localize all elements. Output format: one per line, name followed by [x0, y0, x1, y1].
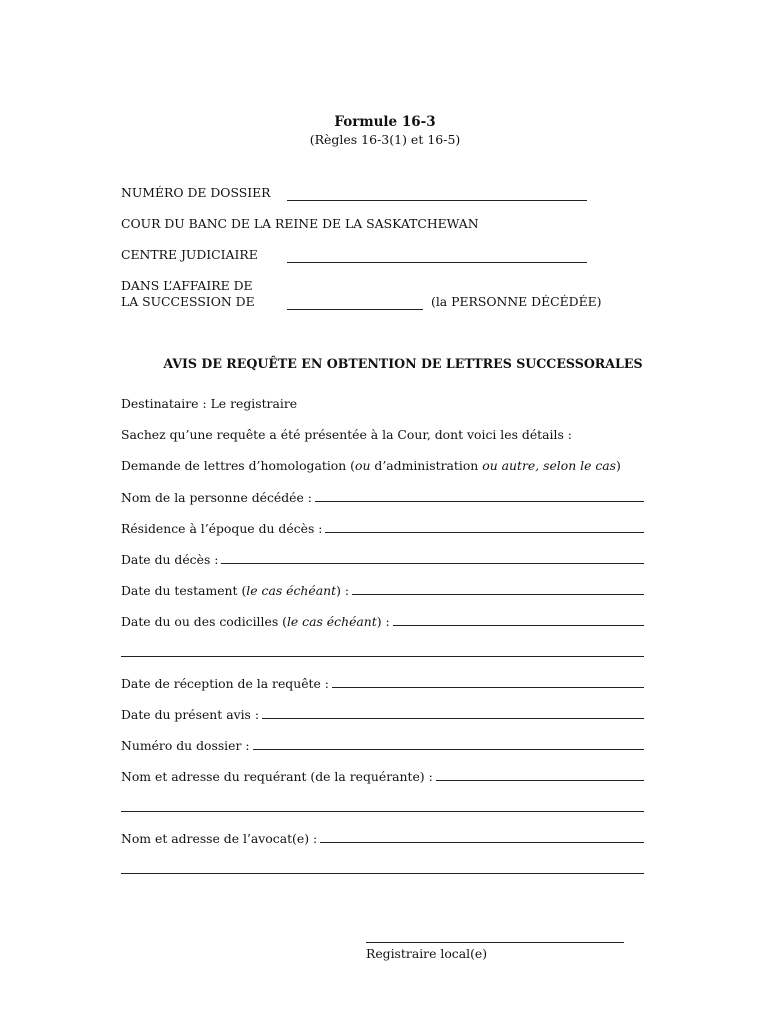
rules-reference: (Règles 16-3(1) et 16-5) [309, 132, 461, 147]
lawyer-field[interactable] [320, 842, 644, 843]
file-number-blank[interactable] [287, 200, 587, 201]
will-date-row [121, 582, 644, 598]
received-date-field[interactable] [332, 687, 644, 688]
codicil-date-field-continued[interactable] [121, 656, 644, 657]
residence-field[interactable] [325, 532, 644, 533]
applicant-label: Nom et adresse du requérant (de la requérante) : [121, 769, 433, 784]
applicant-row [121, 768, 644, 784]
file-number-row [121, 737, 644, 753]
intro-line: Sachez qu’une requête a été présentée à la Cour, dont voici les détails : [121, 427, 572, 442]
death-date-label: Date du décès : [121, 552, 219, 567]
deceased-name-field[interactable] [315, 501, 644, 502]
notice-heading: AVIS DE REQUÊTE EN OBTENTION DE LETTRES SUCCESSORALES [163, 356, 643, 371]
signature-line[interactable] [366, 942, 624, 943]
residence-label: Résidence à l’époque du décès : [121, 521, 323, 536]
will-date-field[interactable] [352, 594, 644, 595]
residence-row [121, 520, 644, 536]
form-title: Formule 16-3 [334, 114, 436, 130]
deceased-name-row [121, 489, 644, 505]
court-name: COUR DU BANC DE LA REINE DE LA SASKATCHEWAN [121, 216, 479, 231]
lawyer-label: Nom et adresse de l’avocat(e) : [121, 831, 318, 846]
codicil-date-field[interactable] [393, 625, 644, 626]
application-type-line: Demande de lettres d’homologation (ou d’administration ou autre, selon le cas) [121, 458, 621, 473]
death-date-field[interactable] [221, 563, 644, 564]
judicial-centre-blank[interactable] [287, 262, 587, 263]
deceased-name-label: Nom de la personne décédée : [121, 490, 312, 505]
codicil-date-label: Date du ou des codicilles (le cas échéant) : [121, 614, 390, 629]
received-date-label: Date de réception de la requête : [121, 676, 329, 691]
deceased-suffix: (la PERSONNE DÉCÉDÉE) [431, 294, 602, 309]
deceased-name-blank[interactable] [287, 309, 423, 310]
received-date-row [121, 675, 644, 691]
notice-date-field[interactable] [262, 718, 644, 719]
file-number-field[interactable] [253, 749, 644, 750]
notice-date-row [121, 706, 644, 722]
lawyer-field-continued[interactable] [121, 873, 644, 874]
notice-date-label: Date du présent avis : [121, 707, 260, 722]
recipient-line: Destinataire : Le registraire [121, 396, 298, 411]
codicil-date-row [121, 613, 644, 629]
applicant-field-continued[interactable] [121, 811, 644, 812]
applicant-field[interactable] [436, 780, 644, 781]
death-date-row [121, 551, 644, 567]
estate-label-line1: DANS L’AFFAIRE DE [121, 278, 253, 293]
estate-label-line2: LA SUCCESSION DE [121, 294, 255, 309]
signature-label: Registraire local(e) [366, 946, 488, 961]
will-date-label: Date du testament (le cas échéant) : [121, 583, 350, 598]
file-number-field-label: Numéro du dossier : [121, 738, 250, 753]
lawyer-row [121, 830, 644, 846]
judicial-centre-label: CENTRE JUDICIAIRE [121, 247, 258, 262]
file-number-label: NUMÉRO DE DOSSIER [121, 185, 271, 200]
